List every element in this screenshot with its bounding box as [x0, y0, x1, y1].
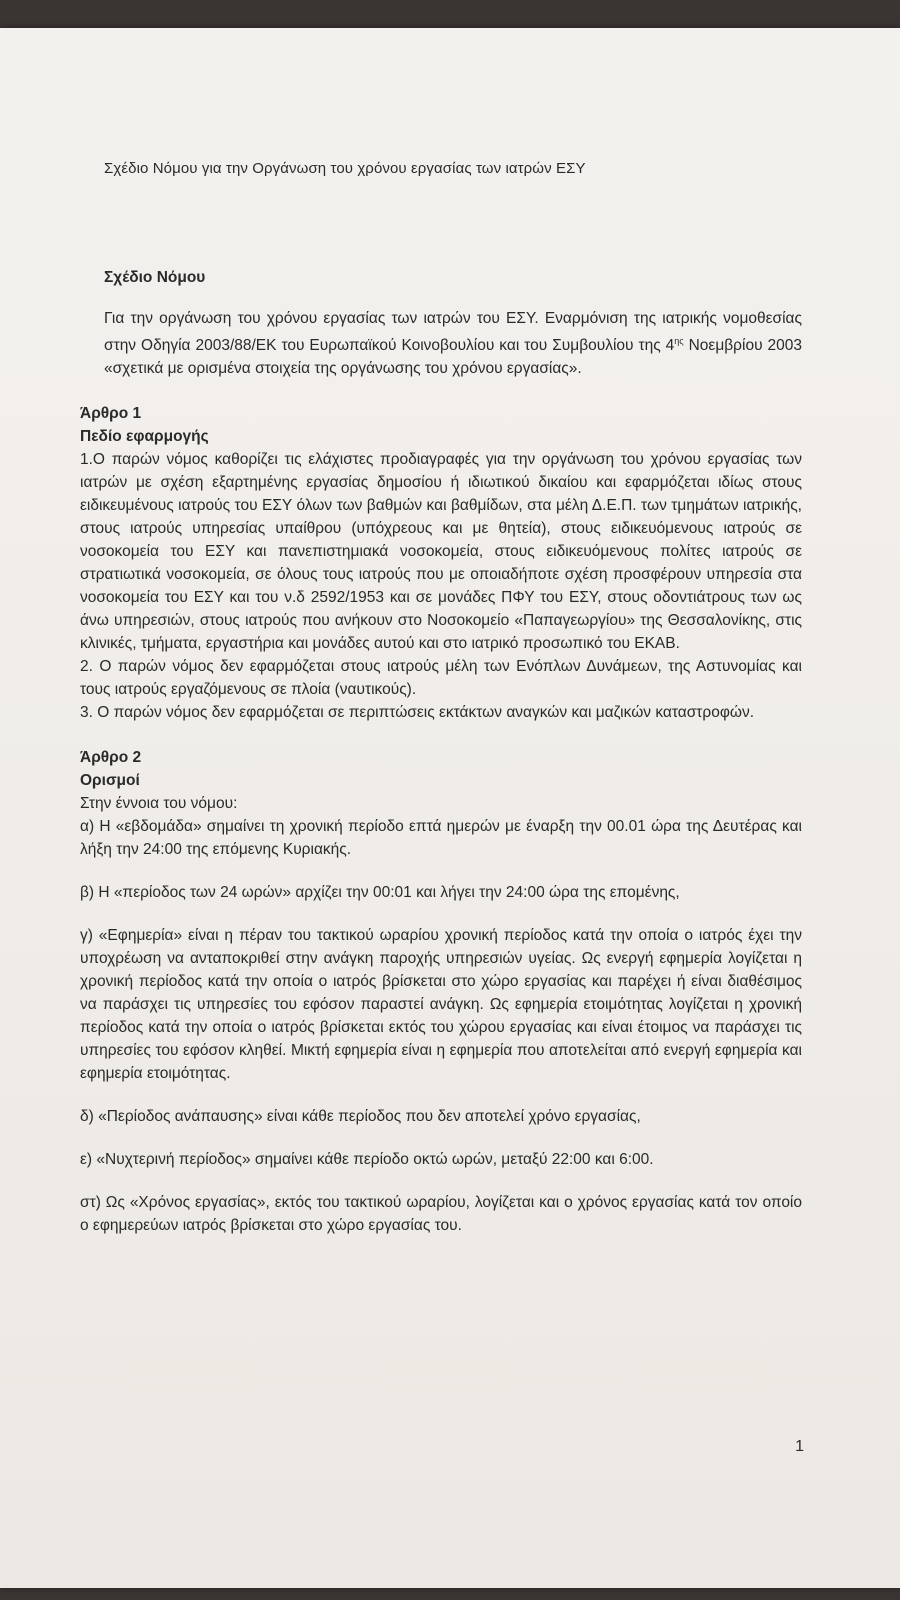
definition-item: ε) «Νυχτερινή περίοδος» σημαίνει κάθε περίοδο οκτώ ωρών, μεταξύ 22:00 και 6:00. — [80, 1151, 654, 1169]
definition-item: στ) Ως «Χρόνος εργασίας», εκτός του τακτικού ωραρίου, λογίζεται και ο χρόνος εργασίας κατά τον οποίο ο εφημερεύων ιατρός βρίσκεται στο χώρο εργασίας του. — [80, 1194, 802, 1235]
article-1-paragraph: 2. Ο παρών νόμος δεν εφαρμόζεται στους ιατρούς μέλη των Ενόπλων Δυνάμεων, της Αστυνομίας και τους ιατρούς εργαζόμενους σε πλοία (ναυτικούς). — [80, 658, 802, 699]
preamble-text-2: Νοεμβρίου 2003 «σχετικά με ορισμένα στοιχεία της οργάνωσης του χρόνου εργασίας». — [104, 337, 802, 378]
article-1-paragraph: 1.Ο παρών νόμος καθορίζει τις ελάχιστες προδιαγραφές για την οργάνωση του χρόνου εργασίας των ιατρών με σχέση εξαρτημένης εργασίας δημοσίου ή ιδιωτικού δικαίου και εφαρμόζεται ιδίως στους ειδικευμένους ιατρούς του ΕΣΥ όλων των βαθμών και βαθμίδων, στα μέλη Δ.Ε.Π. των τμημάτων ιατρικής, στους ιατρούς υπηρεσίας υπαίθρου (υπόχρεους και με θητεία), στους ειδικευόμενους ιατρούς σε νοσοκομεία του ΕΣΥ και πανεπιστημιακά νοσοκομεία, στους ειδικευόμενους πολίτες ιατρούς σε στρατιωτικά νοσοκομεία, σε όλους τους ιατρούς που με οποιαδήποτε σχέση προσφέρουν υπηρεσία στα νοσοκομεία του ΕΣΥ και του ν.δ 2592/1953 και σε μονάδες ΠΦΥ του ΕΣΥ, στους οδοντιάτρους των ως άνω υπηρεσιών, στους ιατρούς που ανήκουν στο Νοσοκομείο «Παπαγεωργίου» της Θεσσαλονίκης, στις κλινικές, τμήματα, εργαστήρια και μονάδες αυτού και στο ιατρικό προσωπικό του ΕΚΑΒ. — [80, 451, 802, 653]
article-2-title: Ορισμοί — [80, 772, 140, 790]
article-1 — [80, 402, 802, 724]
article-2-intro: Στην έννοια του νόμου: — [80, 795, 238, 813]
article-1-paragraph: 3. Ο παρών νόμος δεν εφαρμόζεται σε περιπτώσεις εκτάκτων αναγκών και μαζικών καταστροφών. — [80, 704, 755, 722]
article-2-number: Άρθρο 2 — [80, 749, 142, 767]
definition-item: γ) «Εφημερία» είναι η πέραν του τακτικού ωραρίου χρονική περίοδος κατά την οποία ο ιατρός έχει την υποχρέωση να ανταποκριθεί στην ανάγκη παροχής υπηρεσιών υγείας. Ως ενεργή εφημερία λογίζεται η χρονική περίοδος κατά την οποία ο ιατρός βρίσκεται στο χώρο εργασίας και παρέχει ή είναι διαθέσιμος να παράσχει τις υπηρεσίες του εφόσον παραστεί ανάγκη. Ως εφημερία ετοιμότητας λογίζεται η χρονική περίοδος κατά την οποία ο ιατρός βρίσκεται εκτός του χώρου εργασίας και είναι έτοιμος να παράσχει τις υπηρεσίες του εφόσον κληθεί. Μικτή εφημερία είναι η εφημερία που αποτελείται από ενεργή εφημερία και εφημερία ετοιμότητας. — [80, 927, 802, 1083]
document-body — [80, 266, 802, 1237]
preamble-text-1: Για την οργάνωση του χρόνου εργασίας των ιατρών του ΕΣΥ. Εναρμόνιση της ιατρικής νομοθεσίας στην Οδηγία 2003/88/ΕΚ του Ευρωπαϊκού Κοινοβουλίου και του Συμβουλίου της 4 — [104, 310, 802, 355]
page-number: 1 — [795, 1438, 804, 1455]
definition-item: δ) «Περίοδος ανάπαυσης» είναι κάθε περίοδος που δεν αποτελεί χρόνο εργασίας, — [80, 1108, 641, 1126]
article-1-number: Άρθρο 1 — [80, 405, 142, 423]
article-2 — [80, 746, 802, 1237]
document-header: Σχέδιο Νόμου για την Οργάνωση του χρόνου εργασίας των ιατρών ΕΣΥ — [104, 160, 586, 177]
definition-item: β) Η «περίοδος των 24 ωρών» αρχίζει την 00:01 και λήγει την 24:00 ώρα της επομένης, — [80, 884, 680, 902]
definition-item: α) Η «εβδομάδα» σημαίνει τη χρονική περίοδο επτά ημερών με έναρξη την 00.01 ώρα της Δευτέρας και λήξη την 24:00 της επόμενης Κυριακής. — [80, 818, 802, 859]
document-page — [0, 28, 900, 1588]
article-1-title: Πεδίο εφαρμογής — [80, 428, 209, 446]
draft-heading: Σχέδιο Νόμου — [104, 269, 206, 286]
preamble — [104, 307, 802, 380]
preamble-superscript: ης — [674, 336, 684, 346]
